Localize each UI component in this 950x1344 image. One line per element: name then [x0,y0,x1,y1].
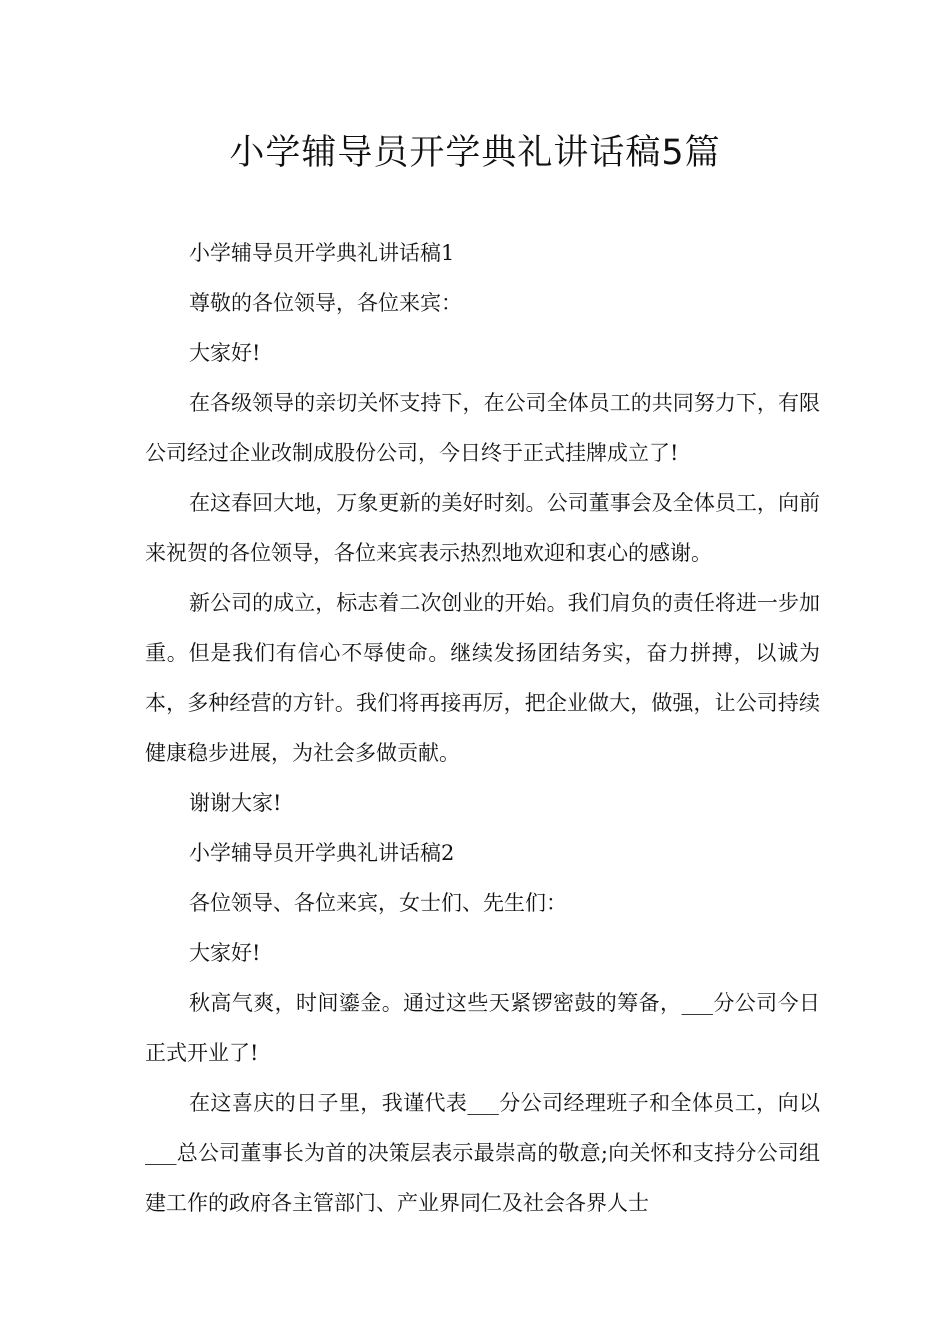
greeting-paragraph: 大家好! [189,941,261,965]
greeting-paragraph: 大家好! [189,341,261,365]
speech-heading-2: 小学辅导员开学典礼讲话稿2 [189,841,455,865]
body-paragraph: 在各级领导的亲切关怀支持下，在公司全体员工的共同努力下，有限公司经过企业改制成股份公司，今日终于正式挂牌成立了! [145,391,820,465]
speech-heading-1: 小学辅导员开学典礼讲话稿1 [189,241,455,265]
body-paragraph: 在这春回大地，万象更新的美好时刻。公司董事会及全体员工，向前来祝贺的各位领导，各位来宾表示热烈地欢迎和衷心的感谢。 [145,491,820,565]
document-body [145,228,820,1228]
body-paragraph: 秋高气爽，时间鎏金。通过这些天紧锣密鼓的筹备，___分公司今日正式开业了! [145,991,820,1065]
closing-paragraph: 谢谢大家! [189,791,282,815]
body-paragraph: 新公司的成立，标志着二次创业的开始。我们肩负的责任将进一步加重。但是我们有信心不辱使命。继续发扬团结务实，奋力拼搏，以诚为本，多种经营的方针。我们将再接再厉，把企业做大，做强，让公司持续健康稳步进展，为社会多做贡献。 [145,591,820,765]
document-title: 小学辅导员开学典礼讲话稿5篇 [229,133,721,173]
salutation-paragraph: 各位领导、各位来宾，女士们、先生们： [189,891,567,915]
salutation-paragraph: 尊敬的各位领导，各位来宾： [189,291,462,315]
body-paragraph: 在这喜庆的日子里，我谨代表___分公司经理班子和全体员工，向以___总公司董事长为首的决策层表示最崇高的敬意;向关怀和支持分公司组建工作的政府各主管部门、产业界同仁及社会各界人士 [145,1091,820,1215]
